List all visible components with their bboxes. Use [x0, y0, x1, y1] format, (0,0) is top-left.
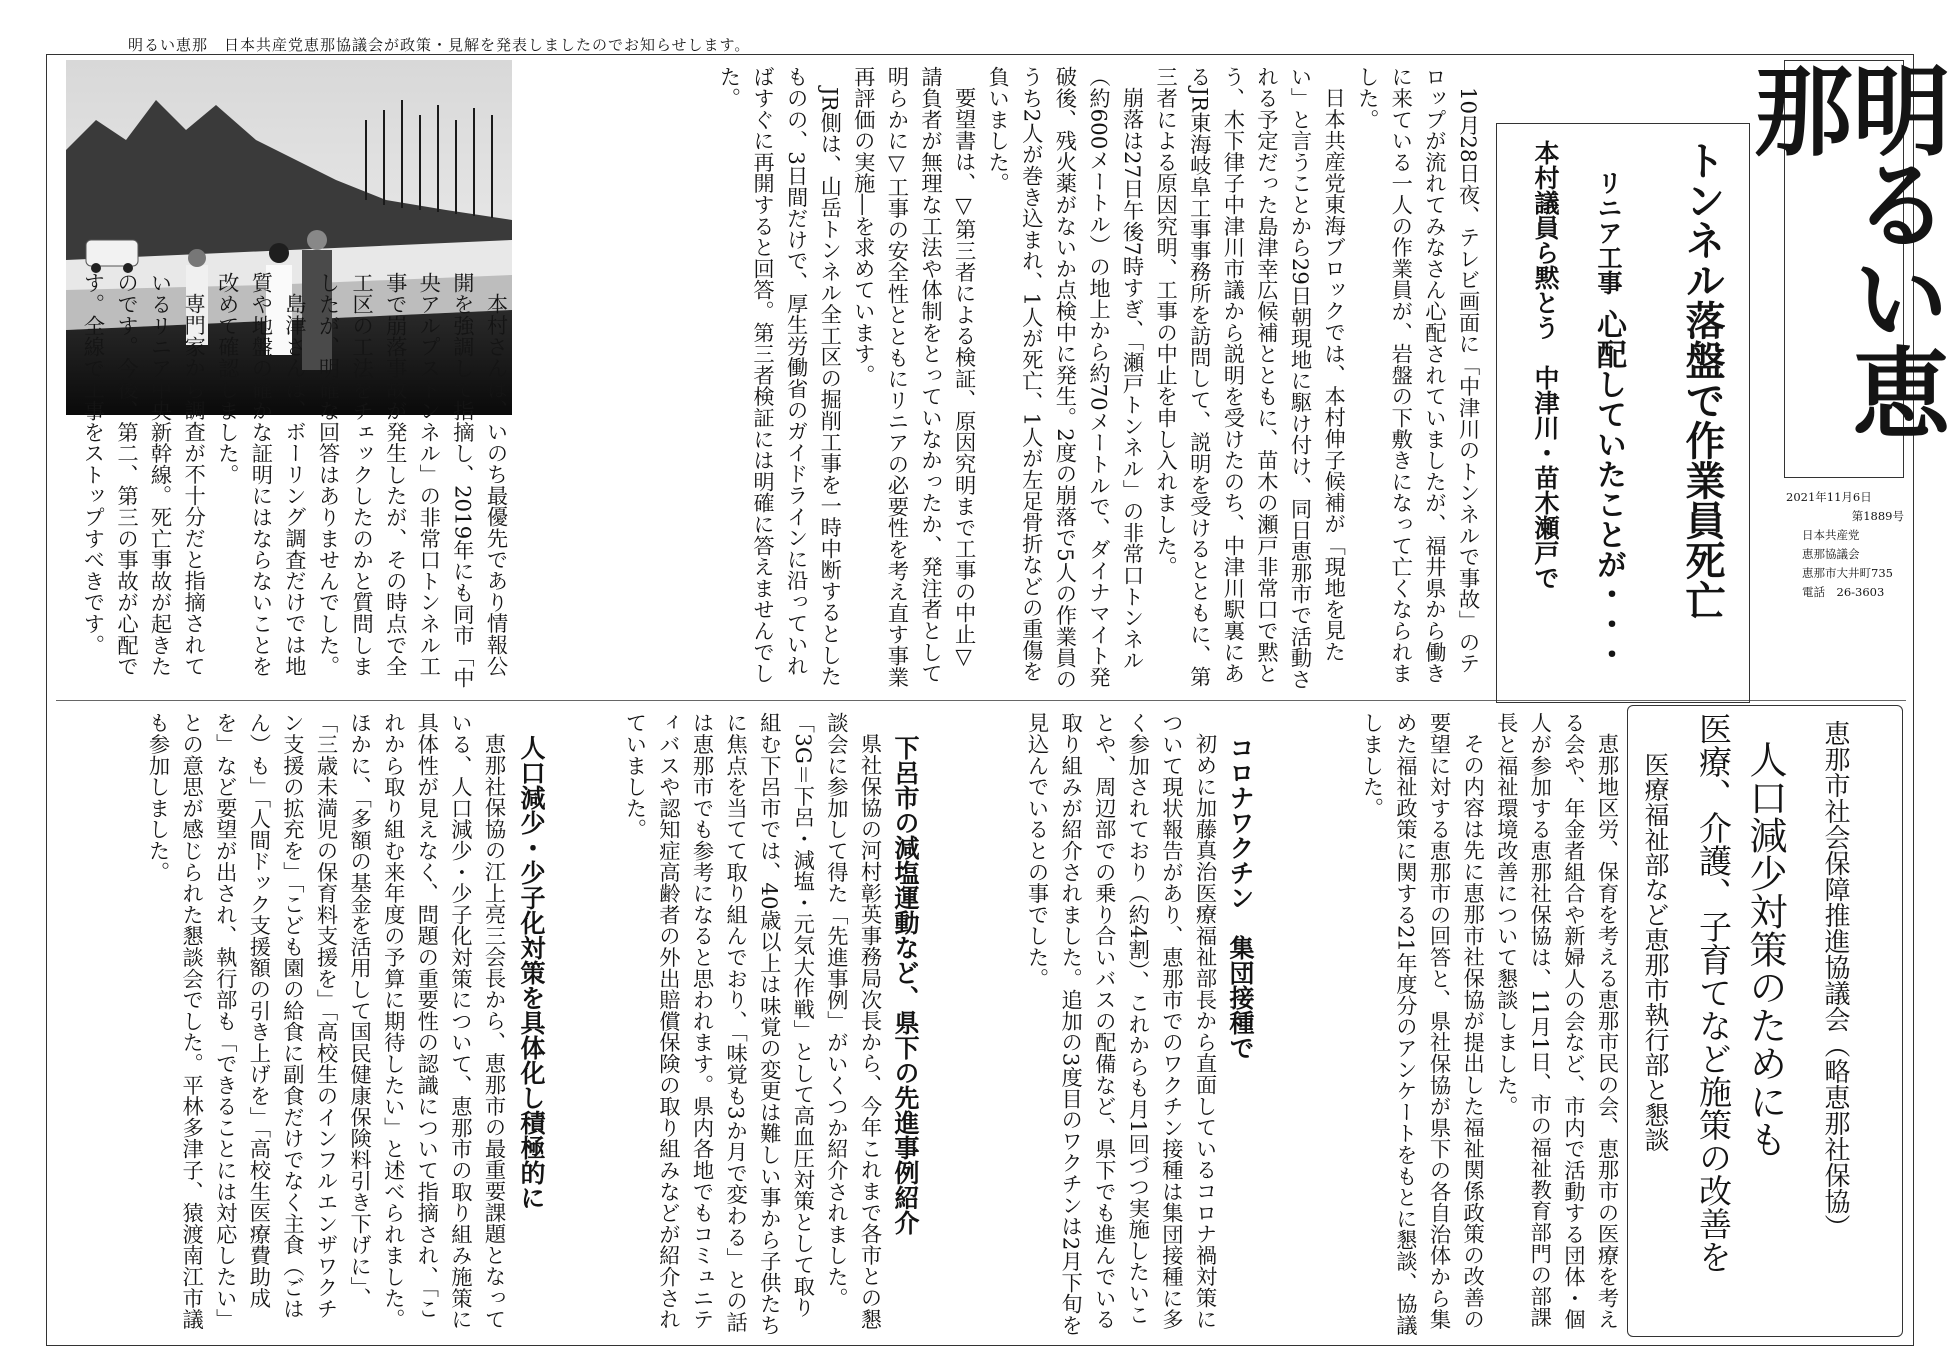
gero-heading: 下呂市の減塩運動など、県下の先進事例紹介	[891, 735, 920, 1235]
issue-info	[1786, 488, 1904, 602]
meeting-title-1: 人口減少対策のためにも	[1743, 740, 1787, 1158]
subtitle-main: 心配していたことが・・・	[1591, 309, 1626, 669]
meeting-org: 恵那市社会保障推進協議会（略恵那社保協）	[1820, 720, 1850, 1240]
population-heading: 人口減少・少子化対策を具体化し積極的に	[517, 735, 546, 1210]
meeting-title-2: 医療、介護、子育てなど施策の改善を	[1694, 712, 1733, 1273]
population-text: 恵那社保協の江上亮三会長から、恵那市の最重要課題となっている、人口減少・少子化対策について、恵那市の取り組み施策に具体性が見えなく、問題の重要性の認識について指摘され、「これから取り組む来年度の予算に期待したい」と述べられました。ほかに、「多額の基金を活用して国民健康保険料引き下げに」、「三歳未満児の保育料支援を」「高校生のインフルエンザワクチン支援の拡充を」「こども園の給食に副食だけでなく主食（ごはん）も」「人間ドック支援額の引き上げを」「高校生医療費助成を」など要望が出され、執行部も「できることには対応したい」との意思が感じられた懇談会でした。平林多津子、猿渡南江市議も参加しました。	[145, 712, 506, 1330]
subtitle-prefix: リニア工事	[1594, 170, 1623, 295]
meeting-paragraph: 恵那地区労、保育を考える恵那市民の会、恵那市の医療を考える会や、年金者組合や新婦人の会など、市内で活動する団体・個人が参加する恵那社保協は、11月1日、市の福祉教育部門の部課長と福祉環境改善について懇談しました。	[1493, 712, 1619, 1330]
article-tunnel-subtitle-2: 本村議員ら黙とう 中津川・苗木瀬戸で	[1531, 140, 1560, 590]
tunnel-paragraph: JR側は、山岳トンネル全工区の掘削工事を一時中断するとしたものの、3日間だけで、厚生労働省のガイドラインに沿っていればすぐに再開すると回答。第三者検証には明確に答えませんでした。	[715, 66, 842, 687]
masthead-title: 明るい恵那	[1738, 60, 1950, 436]
tunnel-paragraph: 崩落は27日午後7時すぎ、「瀬戸トンネル」の非常口トンネル（約600メートル）の地上から約70メートルで、ダイナマイト発破後、残火薬がないか点検中に発生。2度の崩落で5人の作業員のうち2人が巻き込まれ、1人が死亡、1人が左足骨折などの重傷を負いました。	[984, 66, 1145, 690]
meeting-paragraph: その内容は先に恵那市社保協が提出した福祉関係政策の改善の要望に対する恵那市の回答と、県社保協が県下の各自治体から集めた福祉政策に関する21年度分のアンケートをもとに懇談、協議しました。	[1358, 712, 1485, 1336]
article-tunnel-body-upper	[518, 66, 1484, 691]
issue-number: 第1889号	[1851, 509, 1904, 523]
tunnel-paragraph: 10月28日夜、テレビ画面に「中津川のトンネルで事故」のテロップが流れてみなさん心配されていましたが、福井県から働きに来ている一人の作業員が、岩盤の下敷きになって亡くなられました。	[1354, 66, 1480, 684]
tunnel-paragraph: 要望書は、▽第三者による検証、原因究明まで工事の中止▽請負者が無理な工法や体制をとっていなかったか、発注者として明らかに▽工事の安全性とともにリニアの必要性を考え直す事業再評価の実施―を求めています。	[850, 66, 977, 688]
tunnel-paragraph: 日本共産党東海ブロックでは、本村伸子候補が「現地を見たい」と言うことから29日朝現地に駆け付け、同日恵那市で活動される予定だった島津幸広候補とともに、苗木の瀬戸非常口で黙とう、木下律子中津川市議から説明を受けたのち、中津川駅裏にあるJR東海岐阜工事事務所を訪問して、説明を受けるとともに、第三者による原因究明、工事の中止を申し入れました。	[1152, 66, 1346, 690]
article-tunnel-subtitle	[1590, 170, 1626, 690]
tunnel-paragraph: 島津さんは、ボーリング調査だけでは地質や地盤の確かな証明にはならないことを改めて確認しました。	[214, 272, 307, 677]
publisher-phone: 電話 26-3603	[1802, 585, 1885, 599]
tunnel-paragraph: 専門家から調査が不十分だと指摘されているリニア中央新幹線。死亡事故が起きたのです。今後、第二、第三の事故が心配です。全線で工事をストップすべきです。	[79, 272, 206, 677]
gero-text: 県社保協の河村彰英事務局次長から、今年これまで各市との懇談会に参加して得た「先進事例」がいくつか紹介されました。「3G＝下呂・減塩・元気大作戦」として高血圧対策として取り組む下呂市では、40歳以上は味覚の変更は難しい事から子供たちに焦点を当てて取り組んでおり、「味覚も3か月で変わる」との話は恵那市でも参考になると思われます。県内各地でもコミュニティバスや認知症高齢者の外出賠償保険の取り組みなどが紹介されていました。	[621, 712, 882, 1336]
meeting-subtitle: 医療福祉部など恵那市執行部と懇談	[1641, 752, 1670, 1152]
publisher-line-2: 恵那協議会	[1802, 547, 1860, 561]
publisher-address: 恵那市大井町735	[1802, 566, 1893, 580]
tunnel-paragraph: 本村さんは、いのち最優先であり情報公開を強調して指摘し、2019年にも同市「中央アルプストンネル」の非常口トンネル工事で崩落事故が発生したが、その時点で全工区の工法をチェックしたのかと質問しましたが、明確な回答はありませんでした。	[315, 272, 508, 689]
issue-date: 2021年11月6日	[1786, 490, 1872, 504]
corona-heading: コロナワクチン 集団接種で	[1226, 735, 1255, 1060]
masthead-title-wrap	[1738, 60, 1950, 478]
meeting-intro	[1358, 712, 1623, 1337]
corona-text: 初めに加藤真治医療福祉部長から直面しているコロナ禍対策について現状報告があり、恵那市でのワクチン接種は集団接種に多く参加されており（約4割）、これからも月1回づつ実施したいことや、周辺部での乗り合いバスの配備など、県下でも進んでいる取り組みが紹介されました。追加の3度目のワクチンは2月下旬を見込んでいるとの事でした。	[1024, 712, 1217, 1336]
article-tunnel-title: トンネル落盤で作業員死亡	[1679, 140, 1725, 620]
header-intro: 明るい恵那 日本共産党恵那協議会が政策・見解を発表しましたのでお知らせします。	[128, 36, 751, 54]
publisher-line-1: 日本共産党	[1802, 528, 1860, 542]
article-tunnel-body-lower	[66, 272, 512, 692]
